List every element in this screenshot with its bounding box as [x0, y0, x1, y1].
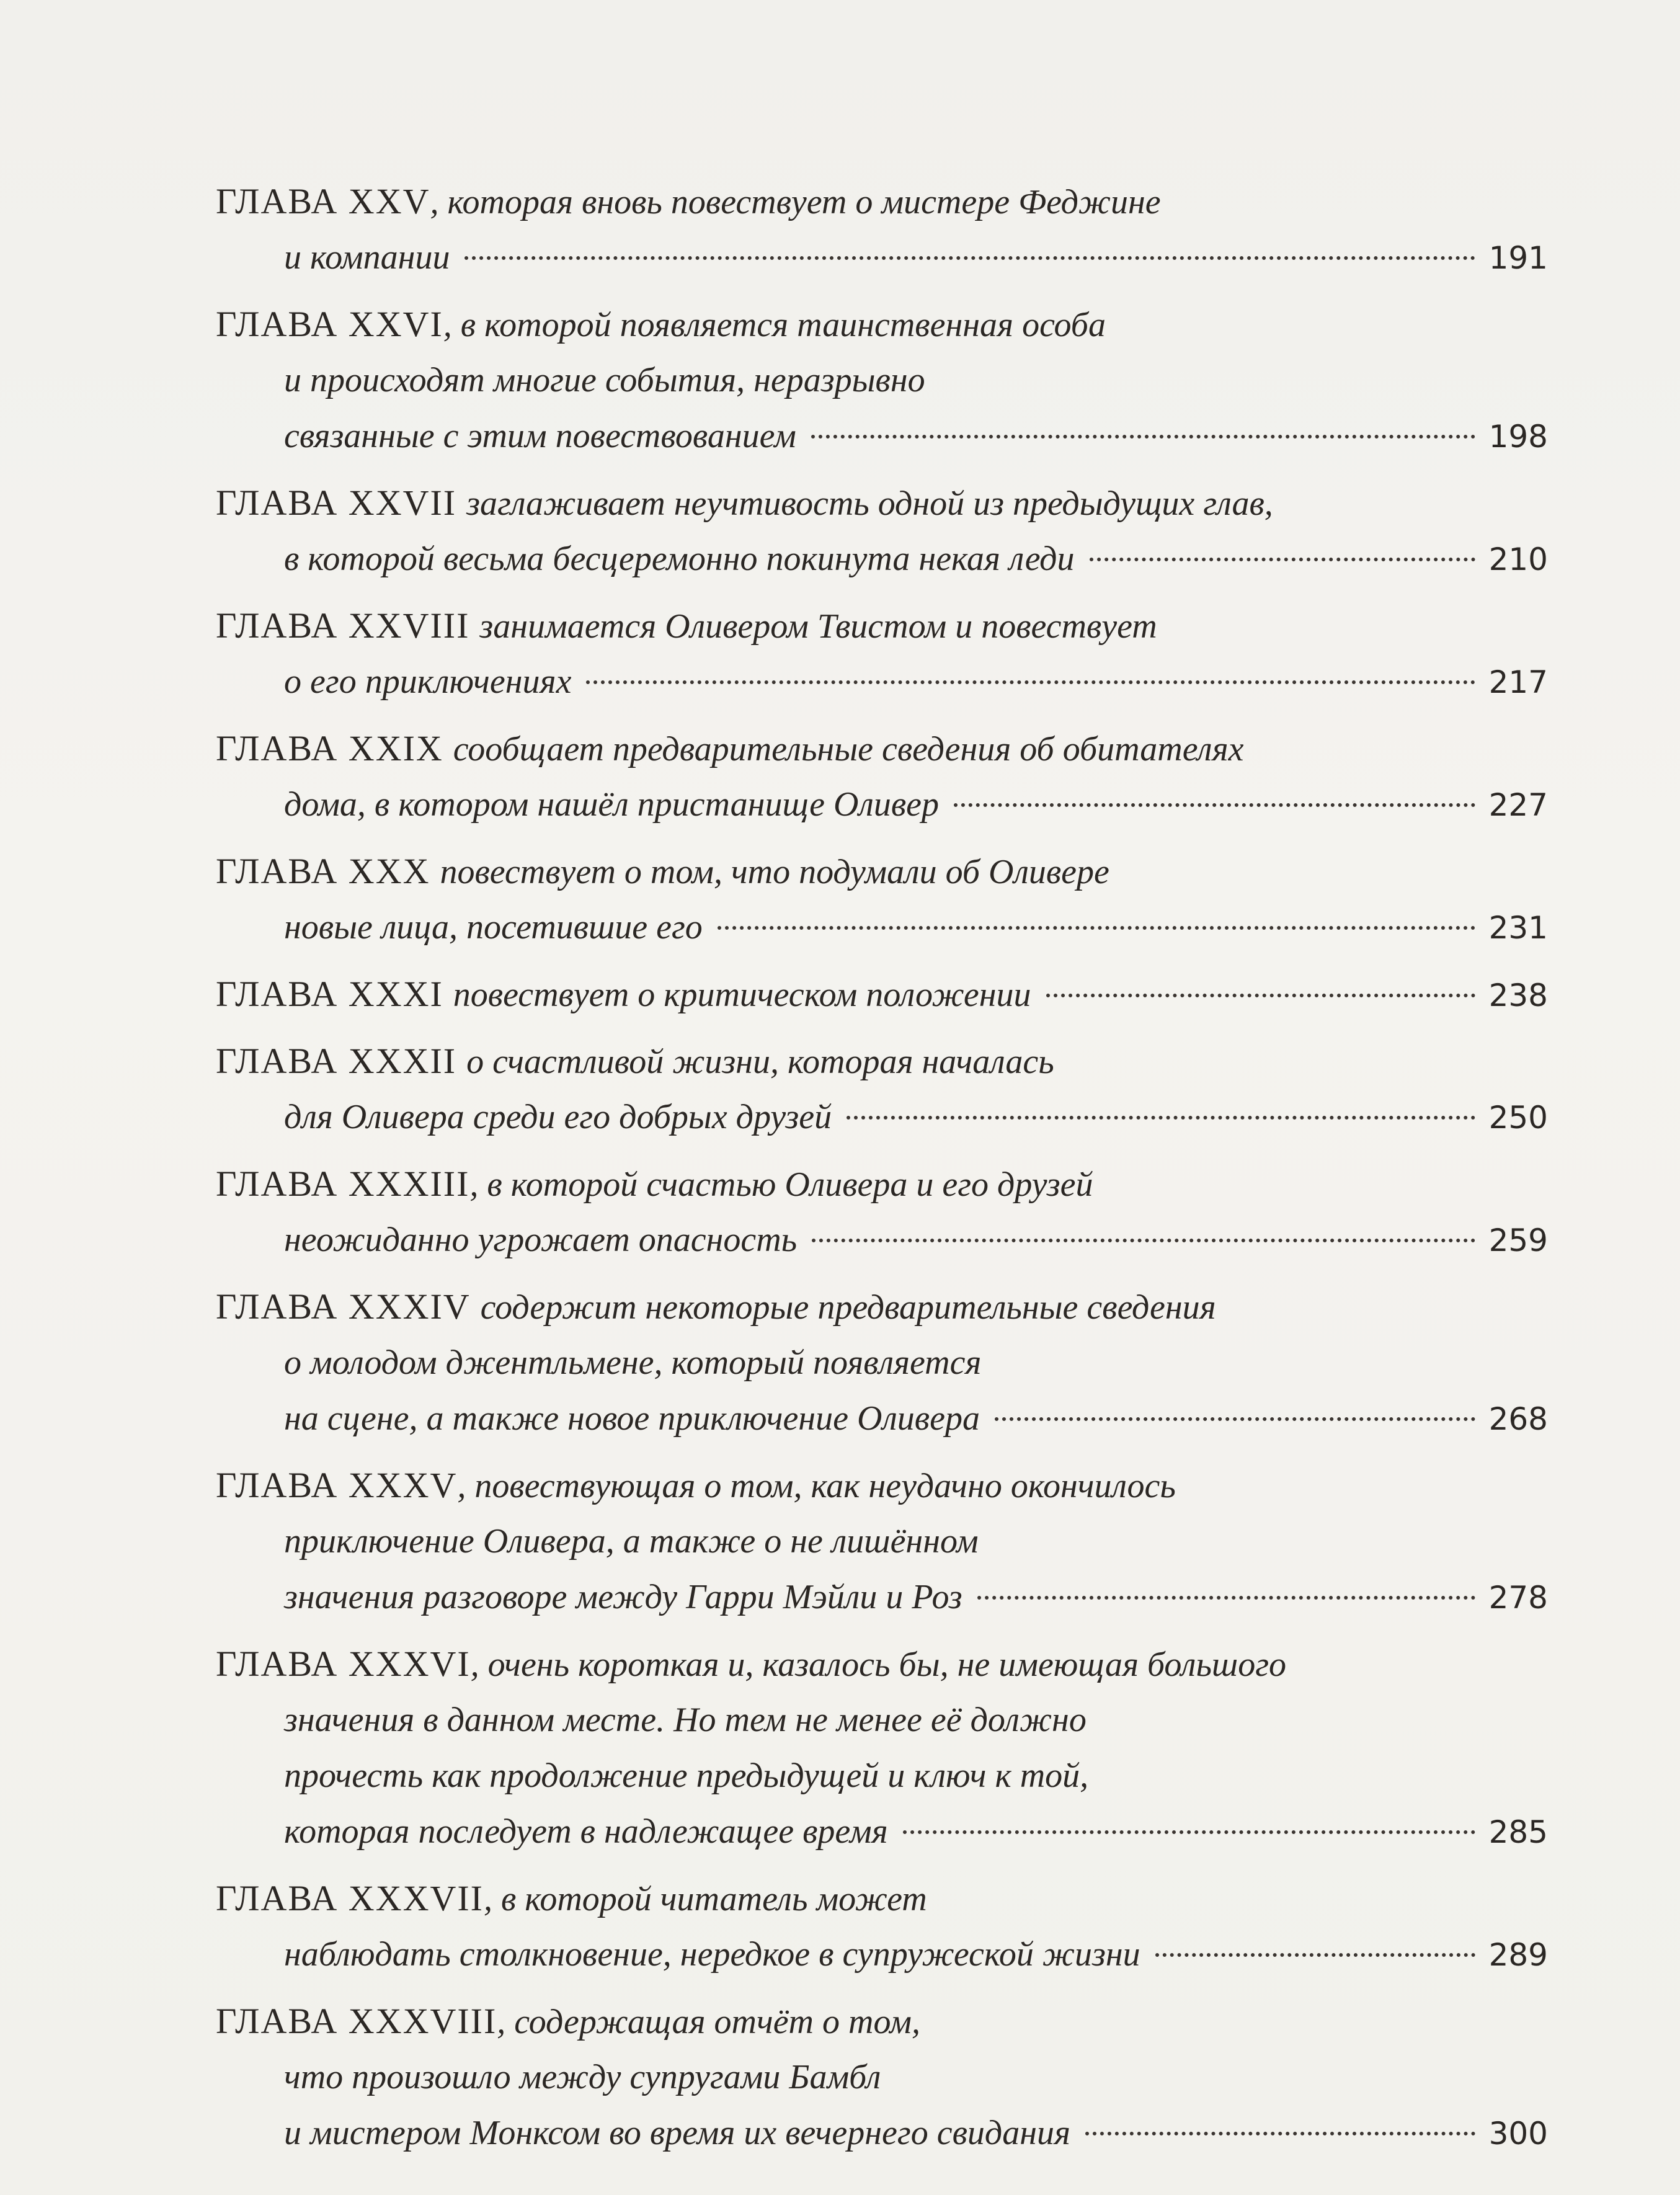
chapter-description: прочесть как продолжение предыдущей и ключ к той, — [284, 1756, 1089, 1795]
chapter-description: о молодом джентльмене, который появляется — [284, 1343, 982, 1382]
toc-entry — [216, 1993, 1548, 2161]
chapter-description: и мистером Монксом во время их вечернего свидания — [284, 2114, 1071, 2152]
chapter-number: ГЛАВА XXXVIII — [216, 2001, 497, 2041]
toc-entry-heading-line — [216, 966, 1548, 1022]
page-number: 227 — [1488, 787, 1548, 823]
page-number: 300 — [1488, 2116, 1548, 2152]
chapter-number: ГЛАВА XXXVI — [216, 1644, 471, 1684]
toc-entry-heading-line — [216, 1458, 1548, 1513]
chapter-description: повествует о критическом положении — [453, 976, 1031, 1014]
toc-entry-continuation-line — [216, 408, 1548, 464]
toc-entry — [216, 844, 1548, 955]
chapter-number: ГЛАВА XXV — [216, 181, 430, 221]
chapter-description: связанные с этим повествованием — [284, 417, 796, 455]
chapter-description: , в которой читатель может — [483, 1880, 927, 1918]
chapter-number: ГЛАВА XXXII — [216, 1041, 457, 1081]
chapter-description: содержит некоторые предварительные сведения — [480, 1288, 1216, 1327]
dot-leader — [812, 1239, 1475, 1242]
chapter-description: приключение Оливера, а также о не лишённом — [284, 1522, 979, 1561]
page-number: 268 — [1488, 1401, 1548, 1437]
dot-leader — [954, 803, 1475, 807]
toc-entry-heading-line — [216, 1636, 1548, 1692]
toc-entry-continuation-line — [216, 1513, 1548, 1569]
chapter-number: ГЛАВА XXXVII — [216, 1878, 484, 1918]
toc-entry-continuation-line — [216, 1569, 1548, 1625]
chapter-description: дома, в котором нашёл пристанище Оливер — [284, 785, 939, 824]
table-of-contents — [216, 174, 1548, 2172]
dot-leader — [718, 926, 1475, 930]
page-number: 198 — [1488, 419, 1548, 455]
dot-leader — [586, 680, 1475, 684]
dot-leader — [811, 435, 1475, 439]
chapter-description: сообщает предварительные сведения об обитателях — [453, 730, 1244, 768]
toc-entry-continuation-line — [216, 1804, 1548, 1859]
page-number: 285 — [1488, 1814, 1548, 1850]
chapter-number: ГЛАВА XXIX — [216, 728, 443, 768]
toc-entry — [216, 598, 1548, 710]
chapter-description: и компании — [284, 238, 450, 277]
chapter-description: , в которой счастью Оливера и его друзей — [469, 1165, 1093, 1204]
toc-entry — [216, 1458, 1548, 1625]
toc-entry-heading-line — [216, 1156, 1548, 1212]
chapter-description: что произошло между супругами Бамбл — [284, 2058, 881, 2096]
toc-entry-continuation-line — [216, 1692, 1548, 1748]
chapter-description: повествует о том, что подумали об Оливере — [440, 853, 1109, 891]
chapter-description: и происходят многие события, неразрывно — [284, 361, 925, 399]
toc-entry-continuation-line — [216, 1335, 1548, 1391]
dot-leader — [1090, 558, 1475, 561]
dot-leader — [464, 256, 1475, 260]
page-number: 191 — [1488, 240, 1548, 276]
chapter-description: заглаживает неучтивость одной из предыдущих глав, — [466, 484, 1273, 523]
chapter-description: , в которой появляется таинственная особа — [443, 306, 1106, 344]
chapter-description: о счастливой жизни, которая началась — [466, 1043, 1054, 1081]
chapter-number: ГЛАВА XXXIII — [216, 1164, 470, 1204]
toc-entry-heading-line — [216, 1279, 1548, 1335]
toc-entry-continuation-line — [216, 2049, 1548, 2105]
toc-entry-heading-line — [216, 598, 1548, 654]
toc-entry — [216, 966, 1548, 1022]
toc-entry-continuation-line — [216, 1089, 1548, 1145]
page-number: 231 — [1488, 910, 1548, 946]
toc-entry-continuation-line — [216, 1212, 1548, 1268]
chapter-description: , содержащая отчёт о том, — [497, 2003, 921, 2041]
toc-entry-continuation-line — [216, 1391, 1548, 1446]
toc-entry-continuation-line — [216, 352, 1548, 408]
dot-leader — [1155, 1953, 1475, 1957]
toc-entry — [216, 1033, 1548, 1145]
toc-entry-heading-line — [216, 174, 1548, 229]
chapter-number: ГЛАВА XXXIV — [216, 1286, 471, 1327]
page-number: 289 — [1488, 1937, 1548, 1973]
chapter-number: ГЛАВА XXVII — [216, 483, 457, 523]
toc-entry-continuation-line — [216, 1748, 1548, 1804]
chapter-description: в которой весьма бесцеремонно покинута некая леди — [284, 540, 1075, 578]
chapter-description: которая последует в надлежащее время — [284, 1812, 888, 1851]
chapter-description: наблюдать столкновение, нередкое в супружеской жизни — [284, 1935, 1140, 1974]
toc-entry-continuation-line — [216, 777, 1548, 832]
dot-leader — [995, 1417, 1475, 1421]
chapter-description: о его приключениях — [284, 662, 572, 701]
dot-leader — [903, 1830, 1475, 1834]
toc-entry-continuation-line — [216, 1926, 1548, 1982]
toc-entry-heading-line — [216, 721, 1548, 777]
page-number: 238 — [1488, 977, 1548, 1013]
chapter-description: значения в данном месте. Но тем не менее её должно — [284, 1701, 1087, 1739]
page-number: 250 — [1488, 1100, 1548, 1136]
chapter-description: значения разговоре между Гарри Мэйли и Роз — [284, 1578, 962, 1616]
toc-entry — [216, 296, 1548, 464]
toc-entry — [216, 721, 1548, 832]
chapter-description: на сцене, а также новое приключение Оливера — [284, 1399, 980, 1438]
page-number: 278 — [1488, 1580, 1548, 1616]
toc-entry — [216, 1156, 1548, 1268]
toc-entry-heading-line — [216, 1993, 1548, 2049]
toc-entry — [216, 1279, 1548, 1446]
toc-entry-continuation-line — [216, 2105, 1548, 2161]
chapter-number: ГЛАВА XXXV — [216, 1465, 458, 1505]
chapter-number: ГЛАВА XXX — [216, 851, 430, 891]
page-number: 217 — [1488, 664, 1548, 700]
chapter-description: , которая вновь повествует о мистере Феджине — [430, 183, 1161, 221]
dot-leader — [1085, 2132, 1475, 2135]
dot-leader — [847, 1116, 1475, 1120]
toc-entry-heading-line — [216, 296, 1548, 352]
toc-entry-heading-line — [216, 844, 1548, 899]
page-number: 259 — [1488, 1222, 1548, 1258]
dot-leader — [977, 1596, 1475, 1600]
chapter-description: , очень короткая и, казалось бы, не имеющая большого — [470, 1645, 1287, 1684]
chapter-number: ГЛАВА XXVI — [216, 304, 443, 344]
toc-entry-continuation-line — [216, 654, 1548, 710]
toc-entry-heading-line — [216, 1871, 1548, 1926]
page-number: 210 — [1488, 541, 1548, 577]
chapter-description: для Оливера среди его добрых друзей — [284, 1098, 832, 1136]
dot-leader — [1046, 994, 1475, 997]
toc-entry-continuation-line — [216, 531, 1548, 587]
toc-entry — [216, 174, 1548, 285]
toc-entry-continuation-line — [216, 229, 1548, 285]
chapter-description: неожиданно угрожает опасность — [284, 1221, 798, 1259]
chapter-description: , повествующая о том, как неудачно окончилось — [457, 1467, 1176, 1505]
chapter-number: ГЛАВА XXXI — [216, 974, 443, 1014]
chapter-number: ГЛАВА XXVIII — [216, 605, 470, 646]
toc-entry — [216, 475, 1548, 587]
toc-entry — [216, 1871, 1548, 1982]
toc-entry-heading-line — [216, 1033, 1548, 1089]
toc-entry — [216, 1636, 1548, 1859]
chapter-description: новые лица, посетившие его — [284, 908, 703, 946]
toc-entry-continuation-line — [216, 899, 1548, 955]
toc-entry-heading-line — [216, 475, 1548, 531]
chapter-description: занимается Оливером Твистом и повествует — [479, 607, 1157, 646]
